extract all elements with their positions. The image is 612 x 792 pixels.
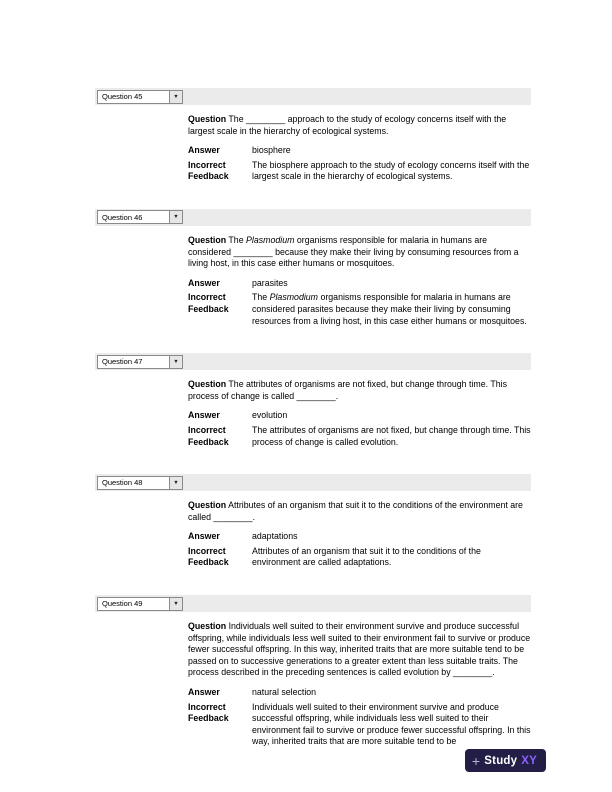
feedback-label: Incorrect Feedback: [188, 159, 229, 182]
chevron-down-icon[interactable]: ▼: [169, 91, 182, 103]
question-text: The Plasmodium organisms responsible for malaria in humans are considered ________ because they make their living by consuming resources from a living host, in this case either humans or mosquitoes.: [188, 234, 519, 269]
chevron-down-icon[interactable]: ▼: [169, 211, 182, 223]
question-text: The ________ approach to the study of ecology concerns itself with the largest scale in the hierarchy of ecological systems.: [188, 114, 507, 136]
question-block: [95, 353, 531, 448]
feedback-row: [188, 292, 531, 327]
studyxy-logo: [465, 749, 546, 772]
answer-value: parasites: [252, 277, 288, 288]
chevron-down-icon[interactable]: ▼: [169, 477, 182, 489]
answer-value: natural selection: [252, 687, 317, 698]
question-content: [188, 370, 531, 448]
chevron-down-icon[interactable]: ▼: [169, 598, 182, 610]
chevron-down-icon[interactable]: ▼: [169, 356, 182, 368]
plus-icon: +: [471, 752, 481, 769]
feedback-row: [188, 425, 531, 448]
question-block: [95, 209, 531, 327]
question-text: Individuals well suited to their environment survive and produce successful offspring, while individuals less well suited to their environment fail to survive or produce fewer successful offspring. In this way, inherited traits that are more suitable tend to be passed on to successive generations to a greater extent than less suitable traits. The process described in the preceding sentences is called evolution by ________.: [188, 621, 531, 678]
question-label: Question: [188, 621, 227, 632]
question-select-label: Question 47: [102, 357, 143, 367]
feedback-row: [188, 702, 531, 748]
question-header-bar: [95, 88, 531, 105]
question-header-bar: [95, 474, 531, 491]
logo-accent-text: XY: [521, 754, 537, 767]
question-content: [188, 612, 531, 748]
answer-value: adaptations: [252, 531, 298, 542]
question-block: [95, 88, 531, 183]
question-label: Question: [188, 114, 227, 124]
feedback-label: Incorrect Feedback: [188, 701, 229, 724]
answer-row: [188, 278, 531, 290]
feedback-label: Incorrect Feedback: [188, 292, 229, 314]
answer-row: [188, 531, 531, 543]
question-header-bar: [95, 209, 531, 226]
feedback-label: Incorrect Feedback: [188, 424, 229, 447]
question-content: [188, 491, 531, 569]
answer-label: Answer: [188, 277, 220, 288]
answer-value: biosphere: [252, 145, 291, 156]
answer-row: [188, 145, 531, 157]
answer-label: Answer: [188, 687, 220, 698]
question-label: Question: [188, 500, 227, 511]
feedback-row: [188, 546, 531, 569]
question-select-label: Question 45: [102, 92, 143, 101]
answer-label: Answer: [188, 145, 220, 156]
feedback-text: The attributes of organisms are not fixed, but change through time. This process of change is called evolution.: [252, 424, 531, 447]
questions-list: [95, 88, 531, 774]
feedback-text: The Plasmodium organisms responsible for malaria in humans are considered parasites because they make their living by consuming resources from a living host, in this case either humans or mosquitoes.: [252, 292, 527, 326]
feedback-text: Attributes of an organism that suit it to the conditions of the environment are called adaptations.: [252, 545, 481, 568]
question-label: Question: [188, 379, 227, 390]
logo-text: Study: [484, 754, 518, 767]
question-text-row: [188, 500, 531, 523]
question-select[interactable]: [97, 476, 183, 490]
question-header-bar: [95, 595, 531, 612]
question-text-row: [188, 114, 531, 137]
feedback-text: Individuals well suited to their environment survive and produce successful offspring, while individuals less well suited to their environment fail to survive or produce fewer successful offspring. In this way, inherited traits that are more suitable tend to be: [252, 701, 531, 747]
question-text: Attributes of an organism that suit it to the conditions of the environment are called ________.: [188, 500, 523, 522]
question-select-label: Question 46: [102, 212, 143, 222]
question-select[interactable]: [97, 355, 183, 369]
feedback-label: Incorrect Feedback: [188, 545, 229, 568]
question-text-row: [188, 621, 531, 679]
question-block: [95, 595, 531, 748]
question-select[interactable]: [97, 90, 183, 104]
answer-label: Answer: [188, 531, 220, 542]
question-text-row: [188, 379, 531, 402]
answer-value: evolution: [252, 410, 288, 421]
answer-row: [188, 687, 531, 699]
question-select[interactable]: [97, 597, 183, 611]
feedback-text: The biosphere approach to the study of ecology concerns itself with the largest scale in the hierarchy of ecological systems.: [252, 159, 530, 182]
question-text: The attributes of organisms are not fixed, but change through time. This process of change is called ________.: [188, 379, 507, 401]
question-content: [188, 226, 531, 327]
question-select-label: Question 49: [102, 599, 143, 609]
question-block: [95, 474, 531, 569]
question-label: Question: [188, 234, 227, 245]
question-header-bar: [95, 353, 531, 370]
answer-row: [188, 410, 531, 422]
feedback-row: [188, 160, 531, 183]
question-text-row: [188, 235, 531, 270]
question-content: [188, 105, 531, 183]
question-select-label: Question 48: [102, 478, 143, 488]
answer-label: Answer: [188, 410, 220, 421]
question-select[interactable]: [97, 210, 183, 224]
